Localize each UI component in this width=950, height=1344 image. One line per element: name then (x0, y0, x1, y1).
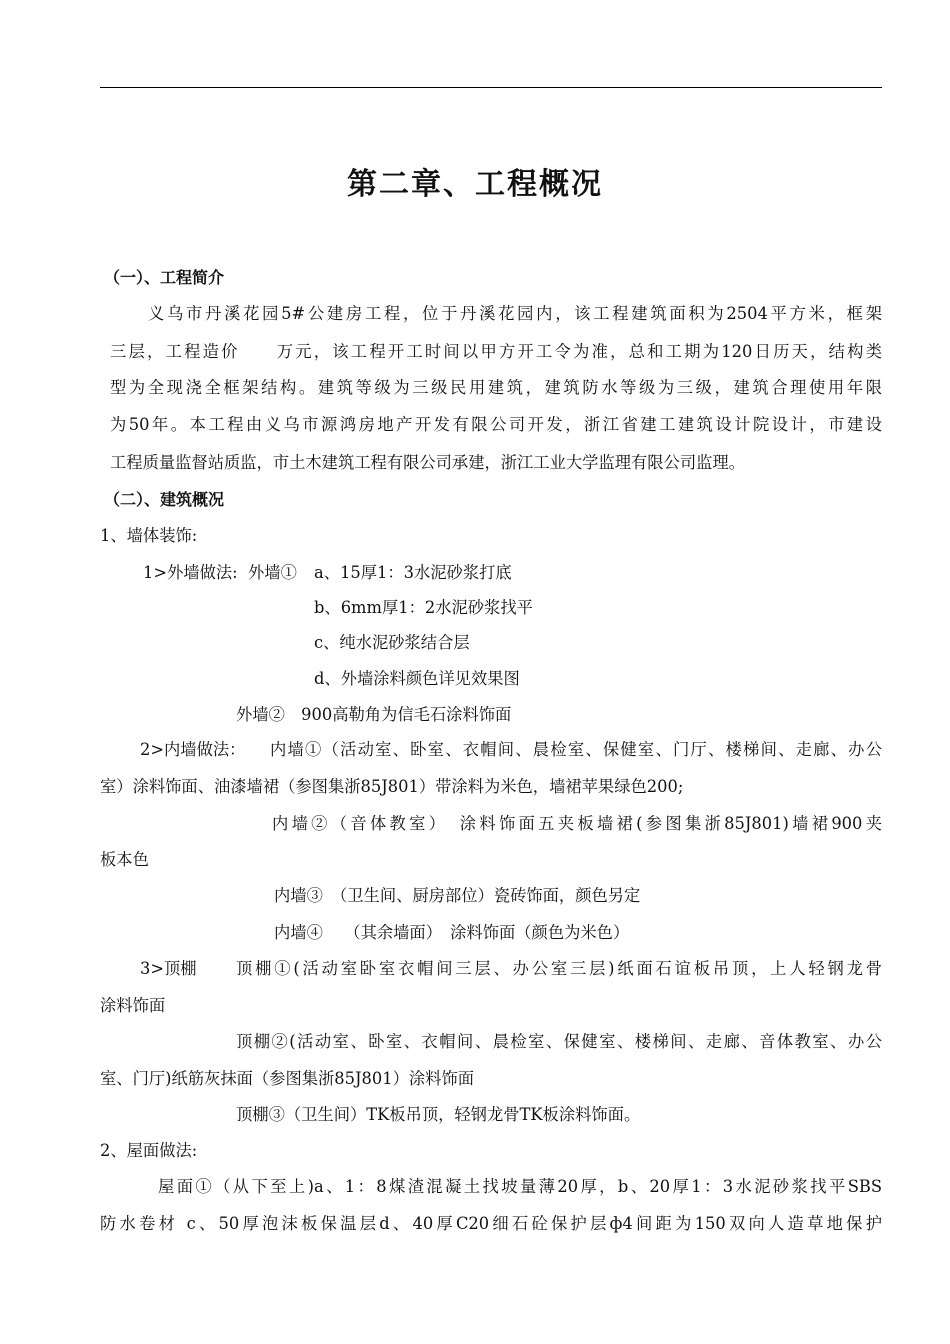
ext-wall1-item-d: d、外墙涂料颜色详见效果图 (314, 669, 520, 688)
roof-line-1: 屋面①（从下至上)a、1：8煤渣混凝土找坡量薄20厚，b、20厚1：3水泥砂浆找平SBS (158, 1177, 882, 1196)
ext-wall1-item-b: b、6mm厚1：2水泥砂浆找平 (314, 598, 533, 617)
intro-line-4: 为50年。本工程由义乌市源鸿房地产开发有限公司开发，浙江省建工建筑设计院设计，市建设 (110, 415, 882, 434)
int-wall4: 内墙④ （其余墙面） 涂料饰面（颜色为米色） (274, 923, 630, 942)
int-wall3: 内墙③ （卫生间、厨房部位）瓷砖饰面，颜色另定 (274, 886, 641, 905)
ceiling3: 顶棚③（卫生间）TK板吊顶，轻钢龙骨TK板涂料饰面。 (236, 1105, 641, 1124)
intro-line-2: 三层，工程造价 万元，该工程开工时间以甲方开工令为准，总和工期为120日历天，结构类 (110, 342, 882, 361)
ext-wall2: 外墙② 900高勒角为信毛石涂料饰面 (236, 705, 512, 724)
intro-line-5: 工程质量监督站质监，市土木建筑工程有限公司承建，浙江工业大学监理有限公司监理。 (110, 453, 745, 472)
intro-line-1: 义乌市丹溪花园5#公建房工程，位于丹溪花园内，该工程建筑面积为2504平方米，框架 (148, 304, 882, 323)
roof-line-2: 防水卷材 c、50厚泡沫板保温层d、40厚C20细石砼保护层ф4间距为150双向人造草地保护 (100, 1214, 882, 1233)
ceiling1-line-1: 顶棚①(活动室卧室衣帽间三层、办公室三层)纸面石谊板吊顶，上人轻钢龙骨 (236, 959, 882, 978)
int-wall2-line-2: 板本色 (100, 850, 149, 869)
ext-wall-lead: 1>外墙做法: (143, 563, 238, 582)
ceiling-lead: 3>顶棚 (140, 959, 197, 978)
page-title: 第二章、工程概况 (347, 167, 603, 202)
int-wall2-line-1: 内墙②（音体教室） 涂料饰面五夹板墙裙(参图集浙85J801)墙裙900夹 (272, 814, 882, 833)
ceiling1-line-2: 涂料饰面 (100, 996, 166, 1015)
ceiling2-line-1: 顶棚②(活动室、卧室、衣帽间、晨检室、保健室、楼梯间、走廊、音体教室、办公 (236, 1032, 882, 1051)
ext-wall1-item-a: a、15厚1：3水泥砂浆打底 (314, 563, 512, 582)
section-heading-building: （二）、建筑概况 (104, 490, 225, 509)
section-heading-intro: （一）、工程简介 (104, 268, 225, 287)
ext-wall1-item-c: c、纯水泥砂浆结合层 (314, 633, 470, 652)
header-rule (100, 87, 882, 88)
roof-title: 2、屋面做法: (100, 1141, 198, 1160)
int-wall1-line-1: 内墙①（活动室、卧室、衣帽间、晨检室、保健室、门厅、楼梯间、走廊、办公 (270, 740, 882, 759)
ceiling2-line-2: 室、门厅)纸筋灰抹面（参图集浙85J801）涂料饰面 (100, 1069, 475, 1088)
wall-decoration-title: 1、墙体装饰: (100, 526, 198, 545)
int-wall1-line-2: 室）涂料饰面、油漆墙裙（参图集浙85J801）带涂料为米色，墙裙苹果绿色200; (100, 777, 684, 796)
intro-line-3: 型为全现浇全框架结构。建筑等级为三级民用建筑，建筑防水等级为三级，建筑合理使用年限 (110, 378, 882, 397)
ext-wall1-label: 外墙① (248, 563, 297, 582)
int-wall-lead: 2>内墙做法： (140, 740, 246, 759)
